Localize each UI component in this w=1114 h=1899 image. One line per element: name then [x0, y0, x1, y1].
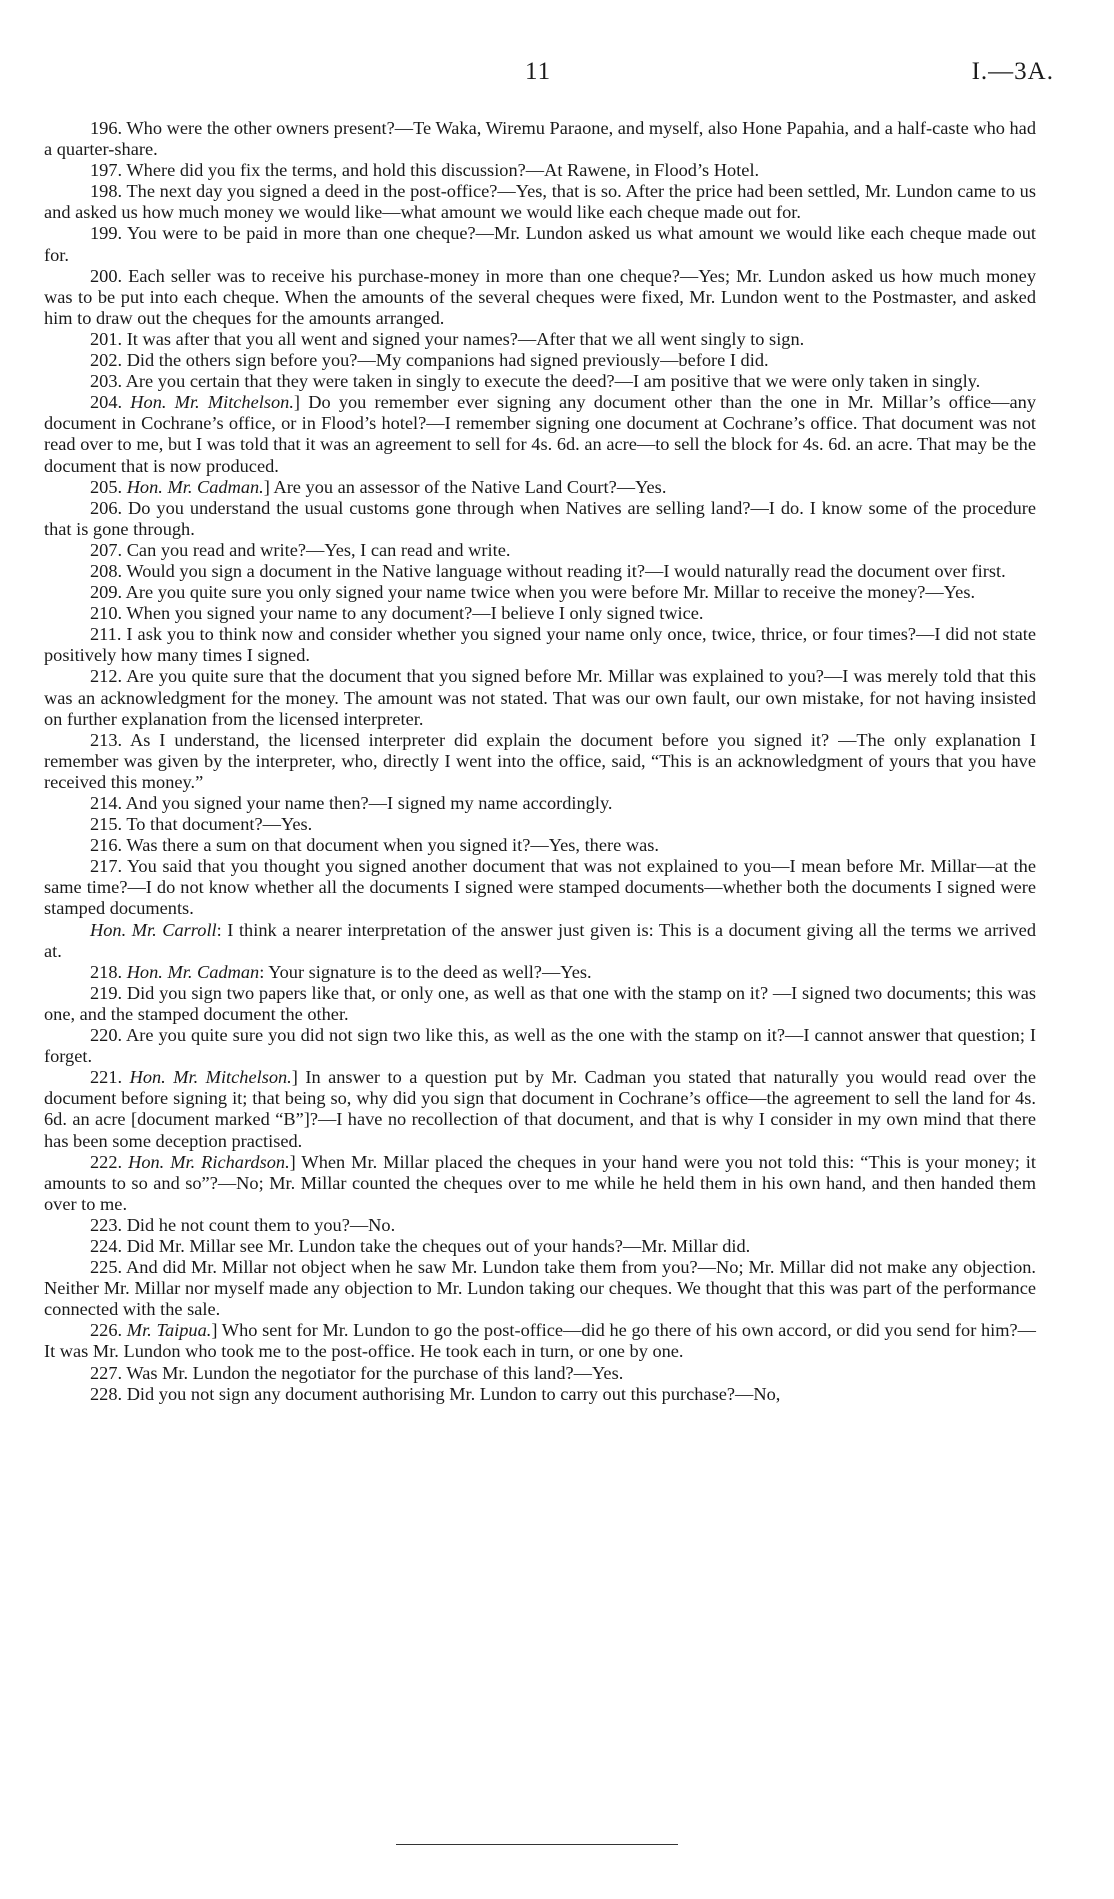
testimony-paragraph: [44, 392, 1036, 476]
testimony-paragraph: [44, 920, 1036, 962]
testimony-paragraph: [44, 561, 1036, 582]
question-text: 211. I ask you to think now and consider whether you signed your name only once, twice, thrice, or four times?—I did not state positively how many times I signed.: [44, 624, 1036, 666]
testimony-paragraph: [44, 329, 1036, 350]
testimony-paragraph: [44, 582, 1036, 603]
question-text: 204.: [90, 392, 131, 413]
speaker-name: Hon. Mr. Cadman: [126, 961, 260, 982]
testimony-paragraph: [44, 1384, 1036, 1405]
question-text: 206. Do you understand the usual customs gone through when Natives are selling land?—I do. I know some of the procedure that is gone through.: [44, 497, 1036, 539]
testimony-paragraph: [44, 223, 1036, 265]
testimony-paragraph: [44, 477, 1036, 498]
speaker-name: Hon. Mr. Richardson.: [128, 1151, 290, 1172]
document-reference: I.—3A.: [971, 58, 1054, 85]
testimony-paragraph: [44, 962, 1036, 983]
question-text: 220. Are you quite sure you did not sign two like this, as well as the one with the stamp on it?—I cannot answer that question; I forget.: [44, 1025, 1036, 1067]
question-text: 205.: [90, 476, 127, 497]
question-text: 203. Are you certain that they were taken in singly to execute the deed?—I am positive that we were only taken in singly.: [90, 371, 981, 392]
answer-text: ] Do you remember ever signing any document other than the one in Mr. Millar’s office—any document in Cochrane’s office, or in Flood’s hotel?—I remember signing one document at Cochrane’s office. That document was not read over to me, but I was told that it was an agreement to sell for 4s. 6d. an acre—to sell the block for 4s. 6d. an acre. That may be the document that is now produced.: [44, 392, 1036, 476]
question-text: 225. And did Mr. Millar not object when he saw Mr. Lundon take them from you?—No; Mr. Millar did not make any objection. Neither Mr. Millar nor myself made any objection to Mr. Lundon taking our cheques. We thought that this was part of the performance connected with the sale.: [44, 1257, 1036, 1320]
testimony-paragraph: [44, 1152, 1036, 1215]
question-text: 216. Was there a sum on that document when you signed it?—Yes, there was.: [90, 835, 659, 856]
question-text: 197. Where did you fix the terms, and hold this discussion?—At Rawene, in Flood’s Hotel.: [90, 160, 760, 181]
page-number: 11: [525, 58, 552, 85]
answer-text: ] In answer to a question put by Mr. Cadman you stated that naturally you would read over the document before signing it; that being so, why did you sign that document in Cochrane’s office—the agreement to sell the land for 4s. 6d. an acre [document marked “B”]?—I have no recollection of that document, and that is why I consider in my own mind that there has been some deception practised.: [44, 1067, 1036, 1151]
question-text: 210. When you signed your name to any document?—I believe I only signed twice.: [90, 603, 704, 624]
testimony-paragraph: [44, 1025, 1036, 1067]
testimony-paragraph: [44, 1067, 1036, 1151]
question-text: 219. Did you sign two papers like that, or only one, as well as that one with the stamp on it? —I signed two documents; this was one, and the stamped document the other.: [44, 982, 1036, 1024]
testimony-paragraph: [44, 1257, 1036, 1320]
end-rule: [396, 1844, 678, 1845]
testimony-body: [44, 118, 1036, 1405]
testimony-paragraph: [44, 814, 1036, 835]
testimony-paragraph: [44, 118, 1036, 160]
testimony-paragraph: [44, 160, 1036, 181]
answer-text: ] Are you an assessor of the Native Land Court?—Yes.: [263, 476, 667, 497]
question-text: 200. Each seller was to receive his purchase-money in more than one cheque?—Yes; Mr. Lundon asked us how much money was to be put into each cheque. When the amounts of the several cheques were fixed, Mr. Lundon went to the Postmaster, and asked him to draw out the cheques for the amounts arranged.: [44, 265, 1036, 328]
question-text: 207. Can you read and write?—Yes, I can read and write.: [90, 539, 511, 560]
question-text: 224. Did Mr. Millar see Mr. Lundon take the cheques out of your hands?—Mr. Millar did.: [90, 1235, 751, 1256]
question-text: 212. Are you quite sure that the document that you signed before Mr. Millar was explained to you?—I was merely told that this was an acknowledgment for the money. The amount was not stated. That was our own fault, our own mistake, for not having insisted on further explanation from the licensed interpreter.: [44, 666, 1036, 729]
question-text: 218.: [90, 961, 127, 982]
testimony-paragraph: [44, 1215, 1036, 1236]
testimony-paragraph: [44, 350, 1036, 371]
page-header: [0, 58, 1114, 92]
testimony-paragraph: [44, 793, 1036, 814]
question-text: 202. Did the others sign before you?—My companions had signed previously—before I did.: [90, 350, 769, 371]
question-text: 227. Was Mr. Lundon the negotiator for the purchase of this land?—Yes.: [90, 1362, 624, 1383]
testimony-paragraph: [44, 1320, 1036, 1362]
question-text: 223. Did he not count them to you?—No.: [90, 1214, 396, 1235]
testimony-paragraph: [44, 856, 1036, 919]
question-text: 209. Are you quite sure you only signed your name twice when you were before Mr. Millar to receive the money?—Yes.: [90, 582, 976, 603]
testimony-paragraph: [44, 371, 1036, 392]
question-text: 215. To that document?—Yes.: [90, 814, 313, 835]
speaker-name: Hon. Mr. Mitchelson.: [129, 1067, 292, 1088]
testimony-paragraph: [44, 1236, 1036, 1257]
question-text: 226.: [90, 1320, 127, 1341]
testimony-paragraph: [44, 835, 1036, 856]
question-text: 201. It was after that you all went and signed your names?—After that we all went singly to sign.: [90, 328, 805, 349]
testimony-paragraph: [44, 181, 1036, 223]
speaker-name: Mr. Taipua.: [126, 1320, 212, 1341]
speaker-name: Hon. Mr. Carroll: [90, 919, 217, 940]
question-text: 213. As I understand, the licensed interpreter did explain the document before you signed it? —The only explanation I remember was given by the interpreter, who, directly I went into the office, said, “This is an acknowledgment of yours that you have received this money.”: [44, 729, 1036, 792]
answer-text: : I think a nearer interpretation of the answer just given is: This is a document giving all the terms we arrived at.: [44, 919, 1036, 961]
question-text: 221.: [90, 1067, 130, 1088]
testimony-paragraph: [44, 624, 1036, 666]
testimony-paragraph: [44, 603, 1036, 624]
question-text: 217. You said that you thought you signed another document that was not explained to you—I mean before Mr. Millar—at the same time?—I do not know whether all the documents I signed were stamped documents—whether both the documents I signed were stamped documents.: [44, 856, 1036, 919]
speaker-name: Hon. Mr. Cadman.: [126, 476, 264, 497]
answer-text: ] Who sent for Mr. Lundon to go the post-office—did he go there of his own accord, or did you send for him?—It was Mr. Lundon who took me to the post-office. He took each in turn, or one by one.: [44, 1320, 1037, 1362]
testimony-paragraph: [44, 266, 1036, 329]
testimony-paragraph: [44, 540, 1036, 561]
question-text: 222.: [90, 1151, 129, 1172]
testimony-paragraph: [44, 983, 1036, 1025]
question-text: 208. Would you sign a document in the Native language without reading it?—I would naturally read the document over first.: [90, 560, 1006, 581]
testimony-paragraph: [44, 666, 1036, 729]
question-text: 198. The next day you signed a deed in the post-office?—Yes, that is so. After the price had been settled, Mr. Lundon came to us and asked us how much money we would like—what amount we would like each cheque made out for.: [44, 181, 1036, 223]
testimony-paragraph: [44, 1363, 1036, 1384]
testimony-paragraph: [44, 730, 1036, 793]
answer-text: : Your signature is to the deed as well?—Yes.: [259, 961, 592, 982]
question-text: 196. Who were the other owners present?—Te Waka, Wiremu Paraone, and myself, also Hone Papahia, and a half-caste who had a quarter-share.: [44, 118, 1036, 160]
speaker-name: Hon. Mr. Mitchelson.: [130, 392, 294, 413]
question-text: 199. You were to be paid in more than one cheque?—Mr. Lundon asked us what amount we would like each cheque made out for.: [44, 223, 1036, 265]
question-text: 214. And you signed your name then?—I signed my name accordingly.: [90, 793, 613, 813]
testimony-paragraph: [44, 498, 1036, 540]
answer-text: ] When Mr. Millar placed the cheques in your hand were you not told this: “This is your money; it amounts to so and so”?—No; Mr. Millar counted the cheques over to me while he held them in his own hand, and then handed them over to me.: [44, 1151, 1036, 1214]
question-text: 228. Did you not sign any document authorising Mr. Lundon to carry out this purchase?—No,: [90, 1383, 781, 1404]
